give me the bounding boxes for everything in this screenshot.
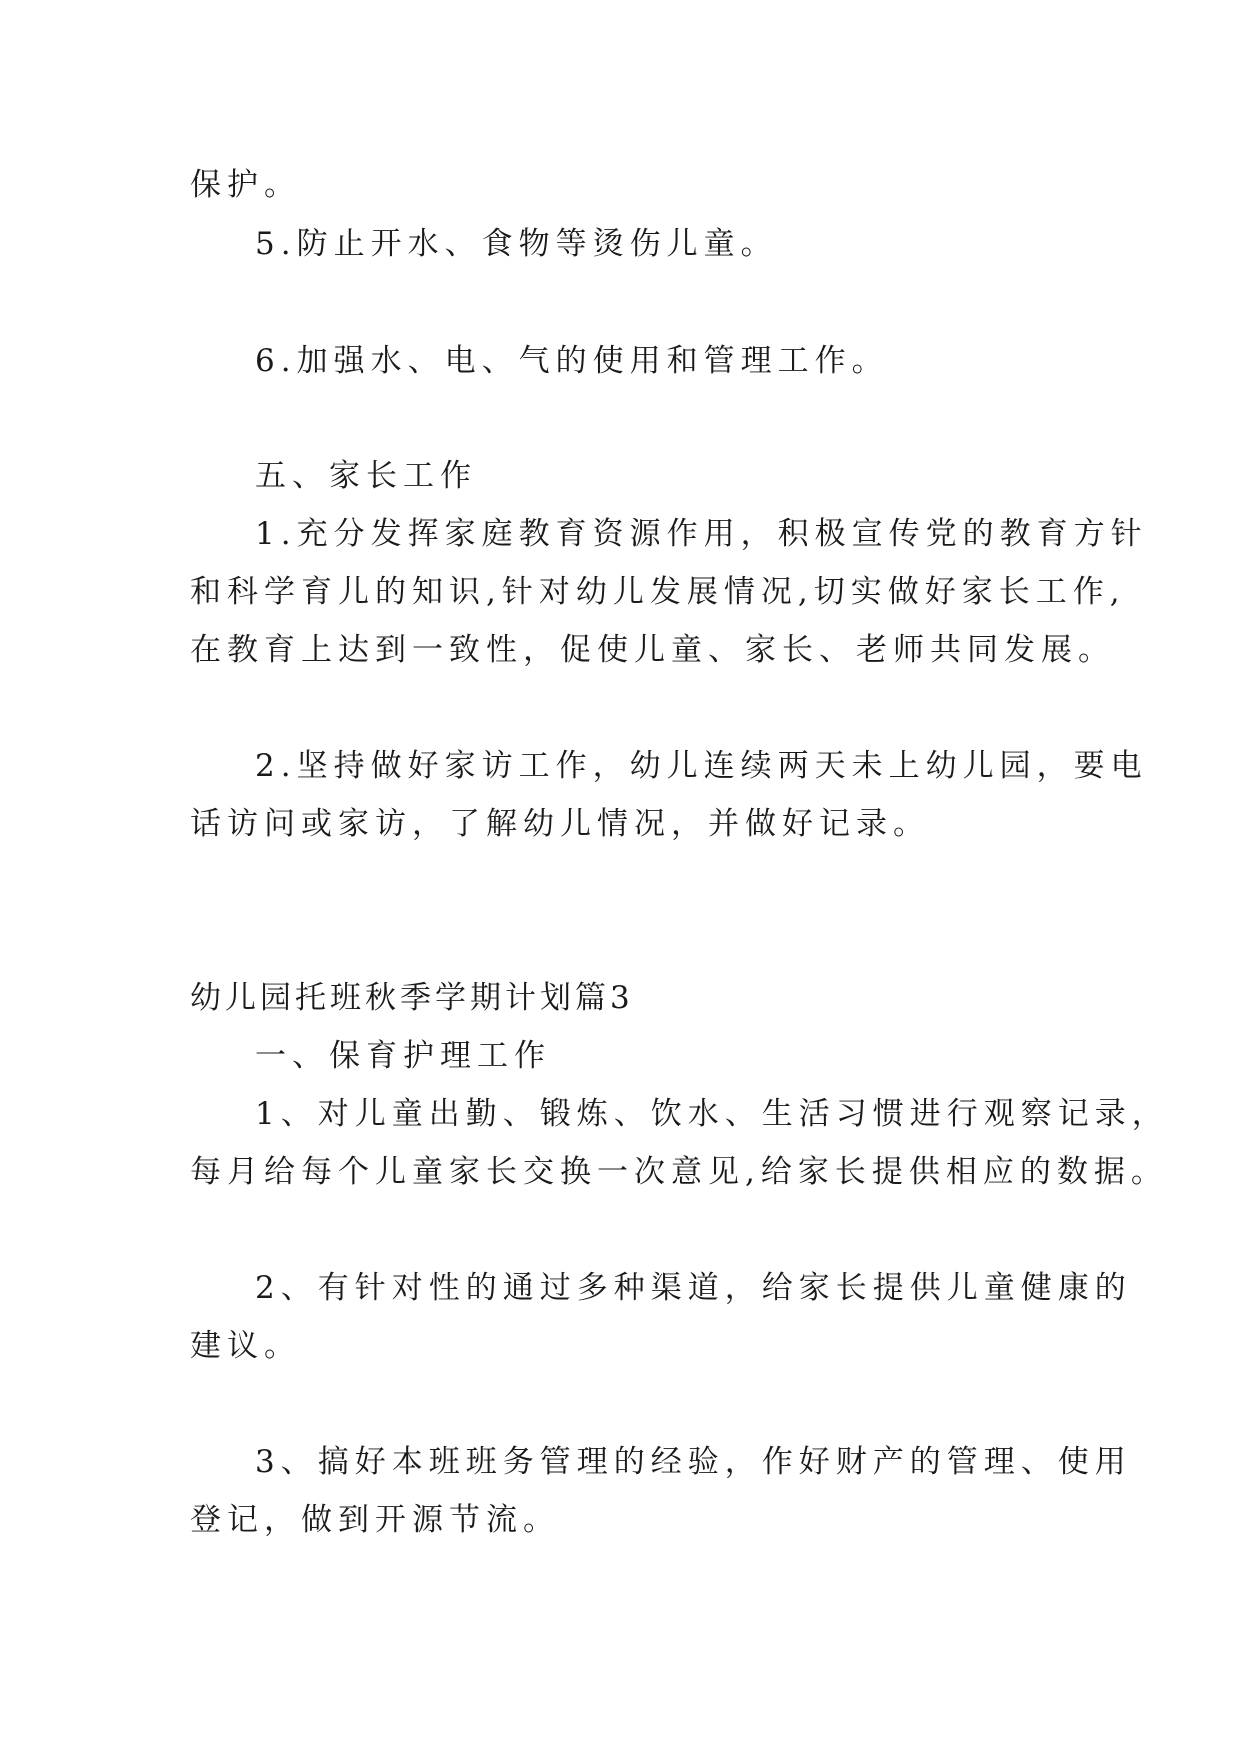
paragraph-2-line-1: 2.坚持做好家访工作，幼儿连续两天未上幼儿园，要电 bbox=[255, 748, 1148, 784]
paragraph-1-line-3: 在教育上达到一致性，促使儿童、家长、老师共同发展。 bbox=[190, 632, 1115, 668]
paragraph-3-line-2: 每月给每个儿童家长交换一次意见,给家长提供相应的数据。 bbox=[190, 1154, 1168, 1190]
paragraph-1-line-2: 和科学育儿的知识,针对幼儿发展情况,切实做好家长工作, bbox=[190, 574, 1126, 610]
paragraph-2-line-2: 话访问或家访，了解幼儿情况，并做好记录。 bbox=[190, 806, 930, 842]
section-heading-parent-work: 五、家长工作 bbox=[255, 458, 477, 494]
article-title: 幼儿园托班秋季学期计划篇3 bbox=[190, 980, 634, 1016]
list-item-5: 5.防止开水、食物等烫伤儿童。 bbox=[255, 226, 778, 262]
paragraph-5-line-2: 登记，做到开源节流。 bbox=[190, 1502, 560, 1538]
text-line: 保护。 bbox=[190, 167, 301, 203]
paragraph-4-line-2: 建议。 bbox=[190, 1328, 301, 1364]
paragraph-4-line-1: 2、有针对性的通过多种渠道，给家长提供儿童健康的 bbox=[255, 1270, 1132, 1306]
paragraph-1-line-1: 1.充分发挥家庭教育资源作用，积极宣传党的教育方针 bbox=[255, 516, 1148, 552]
paragraph-5-line-1: 3、搞好本班班务管理的经验，作好财产的管理、使用 bbox=[255, 1444, 1132, 1480]
paragraph-3-line-1: 1、对儿童出勤、锻炼、饮水、生活习惯进行观察记录， bbox=[255, 1096, 1169, 1132]
list-item-6: 6.加强水、电、气的使用和管理工作。 bbox=[255, 343, 889, 379]
section-heading-care-work: 一、保育护理工作 bbox=[255, 1038, 551, 1074]
